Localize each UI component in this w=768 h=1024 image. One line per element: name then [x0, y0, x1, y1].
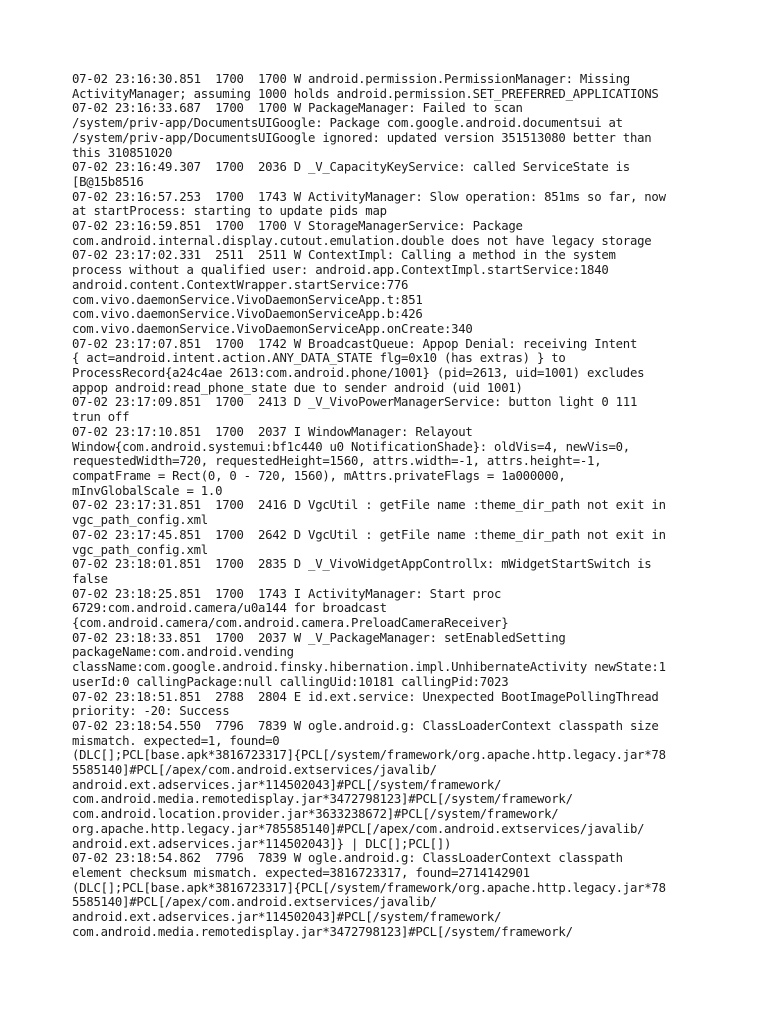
log-line: 6729:com.android.camera/u0a144 for broadcast: [72, 601, 387, 616]
log-line: 07-02 23:17:09.851 1700 2413 D _V_VivoPowerManagerService: button light 0 111: [72, 395, 638, 410]
log-line: { act=android.intent.action.ANY_DATA_STATE flg=0x10 (has extras) } to: [72, 351, 566, 366]
log-page: [72, 72, 712, 939]
log-line: android.content.ContextWrapper.startService:776: [72, 277, 409, 292]
log-line: element checksum mismatch. expected=3816723317, found=2714142901: [72, 865, 530, 880]
log-line: com.vivo.daemonService.VivoDaemonServiceApp.t:851: [72, 292, 423, 307]
log-line: 07-02 23:17:10.851 1700 2037 I WindowManager: Relayout: [72, 424, 473, 439]
log-line: process without a qualified user: android.app.ContextImpl.startService:1840: [72, 263, 609, 278]
log-line: 07-02 23:18:51.851 2788 2804 E id.ext.service: Unexpected BootImagePollingThread: [72, 689, 659, 704]
log-line: false: [72, 571, 108, 586]
log-line: ProcessRecord{a24c4ae 2613:com.android.phone/1001} (pid=2613, uid=1001) excludes: [72, 366, 645, 381]
log-line: mInvGlobalScale = 1.0: [72, 483, 223, 498]
log-line: trun off: [72, 410, 130, 425]
log-line: android.ext.adservices.jar*114502043]#PCL[/system/framework/: [72, 910, 502, 925]
log-line: 07-02 23:17:07.851 1700 1742 W BroadcastQueue: Appop Denial: receiving Intent: [72, 336, 638, 351]
log-line: [B@15b8516: [72, 174, 144, 189]
log-line: 07-02 23:18:01.851 1700 2835 D _V_VivoWidgetAppControllx: mWidgetStartSwitch is: [72, 557, 652, 572]
log-line: 07-02 23:18:33.851 1700 2037 W _V_PackageManager: setEnabledSetting: [72, 630, 566, 645]
log-line: vgc_path_config.xml: [72, 513, 208, 528]
log-line: com.vivo.daemonService.VivoDaemonServiceApp.b:426: [72, 307, 423, 322]
log-line: 07-02 23:16:30.851 1700 1700 W android.permission.PermissionManager: Missing: [72, 72, 630, 86]
log-line: (DLC[];PCL[base.apk*3816723317]{PCL[/system/framework/org.apache.http.legacy.jar*78: [72, 880, 666, 895]
log-line: 07-02 23:18:54.550 7796 7839 W ogle.android.g: ClassLoaderContext classpath size: [72, 718, 659, 733]
log-line: (DLC[];PCL[base.apk*3816723317]{PCL[/system/framework/org.apache.http.legacy.jar*78: [72, 748, 666, 763]
log-line: 07-02 23:16:33.687 1700 1700 W PackageManager: Failed to scan: [72, 101, 523, 116]
log-line: 07-02 23:18:25.851 1700 1743 I ActivityManager: Start proc: [72, 586, 502, 601]
log-line: 07-02 23:17:31.851 1700 2416 D VgcUtil : getFile name :theme_dir_path not exit in: [72, 498, 666, 513]
log-line: priority: -20: Success: [72, 704, 230, 719]
log-line: android.ext.adservices.jar*114502043]#PCL[/system/framework/: [72, 777, 502, 792]
log-line: /system/priv-app/DocumentsUIGoogle ignored: updated version 351513080 better than: [72, 130, 652, 145]
log-line: this 310851020: [72, 145, 173, 160]
log-line: 5585140]#PCL[/apex/com.android.extservices/javalib/: [72, 763, 437, 778]
log-line: org.apache.http.legacy.jar*785585140]#PCL[/apex/com.android.extservices/javalib/: [72, 821, 645, 836]
log-line: 5585140]#PCL[/apex/com.android.extservices/javalib/: [72, 895, 437, 910]
log-line: android.ext.adservices.jar*114502043]} | DLC[];PCL[]): [72, 836, 452, 851]
log-line: /system/priv-app/DocumentsUIGoogle: Package com.google.android.documentsui at: [72, 116, 623, 131]
log-line: vgc_path_config.xml: [72, 542, 208, 557]
log-line: 07-02 23:18:54.862 7796 7839 W ogle.android.g: ClassLoaderContext classpath: [72, 851, 623, 866]
log-line: at startProcess: starting to update pids map: [72, 204, 387, 219]
log-line: com.android.internal.display.cutout.emulation.double does not have legacy storage: [72, 233, 652, 248]
log-line: com.vivo.daemonService.VivoDaemonServiceApp.onCreate:340: [72, 321, 473, 336]
log-line: 07-02 23:16:59.851 1700 1700 V StorageManagerService: Package: [72, 219, 523, 234]
log-line: 07-02 23:17:02.331 2511 2511 W ContextImpl: Calling a method in the system: [72, 248, 616, 263]
log-line: className:com.google.android.finsky.hibernation.impl.UnhibernateActivity newState:1: [72, 660, 666, 675]
log-line: 07-02 23:16:57.253 1700 1743 W ActivityManager: Slow operation: 851ms so far, now: [72, 189, 666, 204]
log-line: compatFrame = Rect(0, 0 - 720, 1560), mAttrs.privateFlags = 1a000000,: [72, 468, 566, 483]
log-line: packageName:com.android.vending: [72, 645, 294, 660]
log-line: requestedWidth=720, requestedHeight=1560, attrs.width=-1, attrs.height=-1,: [72, 454, 602, 469]
log-line: ActivityManager; assuming 1000 holds android.permission.SET_PREFERRED_APPLICATIONS: [72, 86, 659, 101]
log-line: com.android.media.remotedisplay.jar*3472798123]#PCL[/system/framework/: [72, 792, 573, 807]
log-line: {com.android.camera/com.android.camera.PreloadCameraReceiver}: [72, 616, 509, 631]
log-line: com.android.media.remotedisplay.jar*3472798123]#PCL[/system/framework/: [72, 924, 573, 939]
log-line: com.android.location.provider.jar*3633238672]#PCL[/system/framework/: [72, 807, 559, 822]
log-line: Window{com.android.systemui:bf1c440 u0 NotificationShade}: oldVis=4, newVis=0,: [72, 439, 630, 454]
log-line: 07-02 23:17:45.851 1700 2642 D VgcUtil : getFile name :theme_dir_path not exit in: [72, 527, 666, 542]
log-line: appop android:read_phone_state due to sender android (uid 1001): [72, 380, 523, 395]
log-line: 07-02 23:16:49.307 1700 2036 D _V_CapacityKeyService: called ServiceState is: [72, 160, 630, 175]
log-line: mismatch. expected=1, found=0: [72, 733, 280, 748]
log-line: userId:0 callingPackage:null callingUid:10181 callingPid:7023: [72, 674, 509, 689]
